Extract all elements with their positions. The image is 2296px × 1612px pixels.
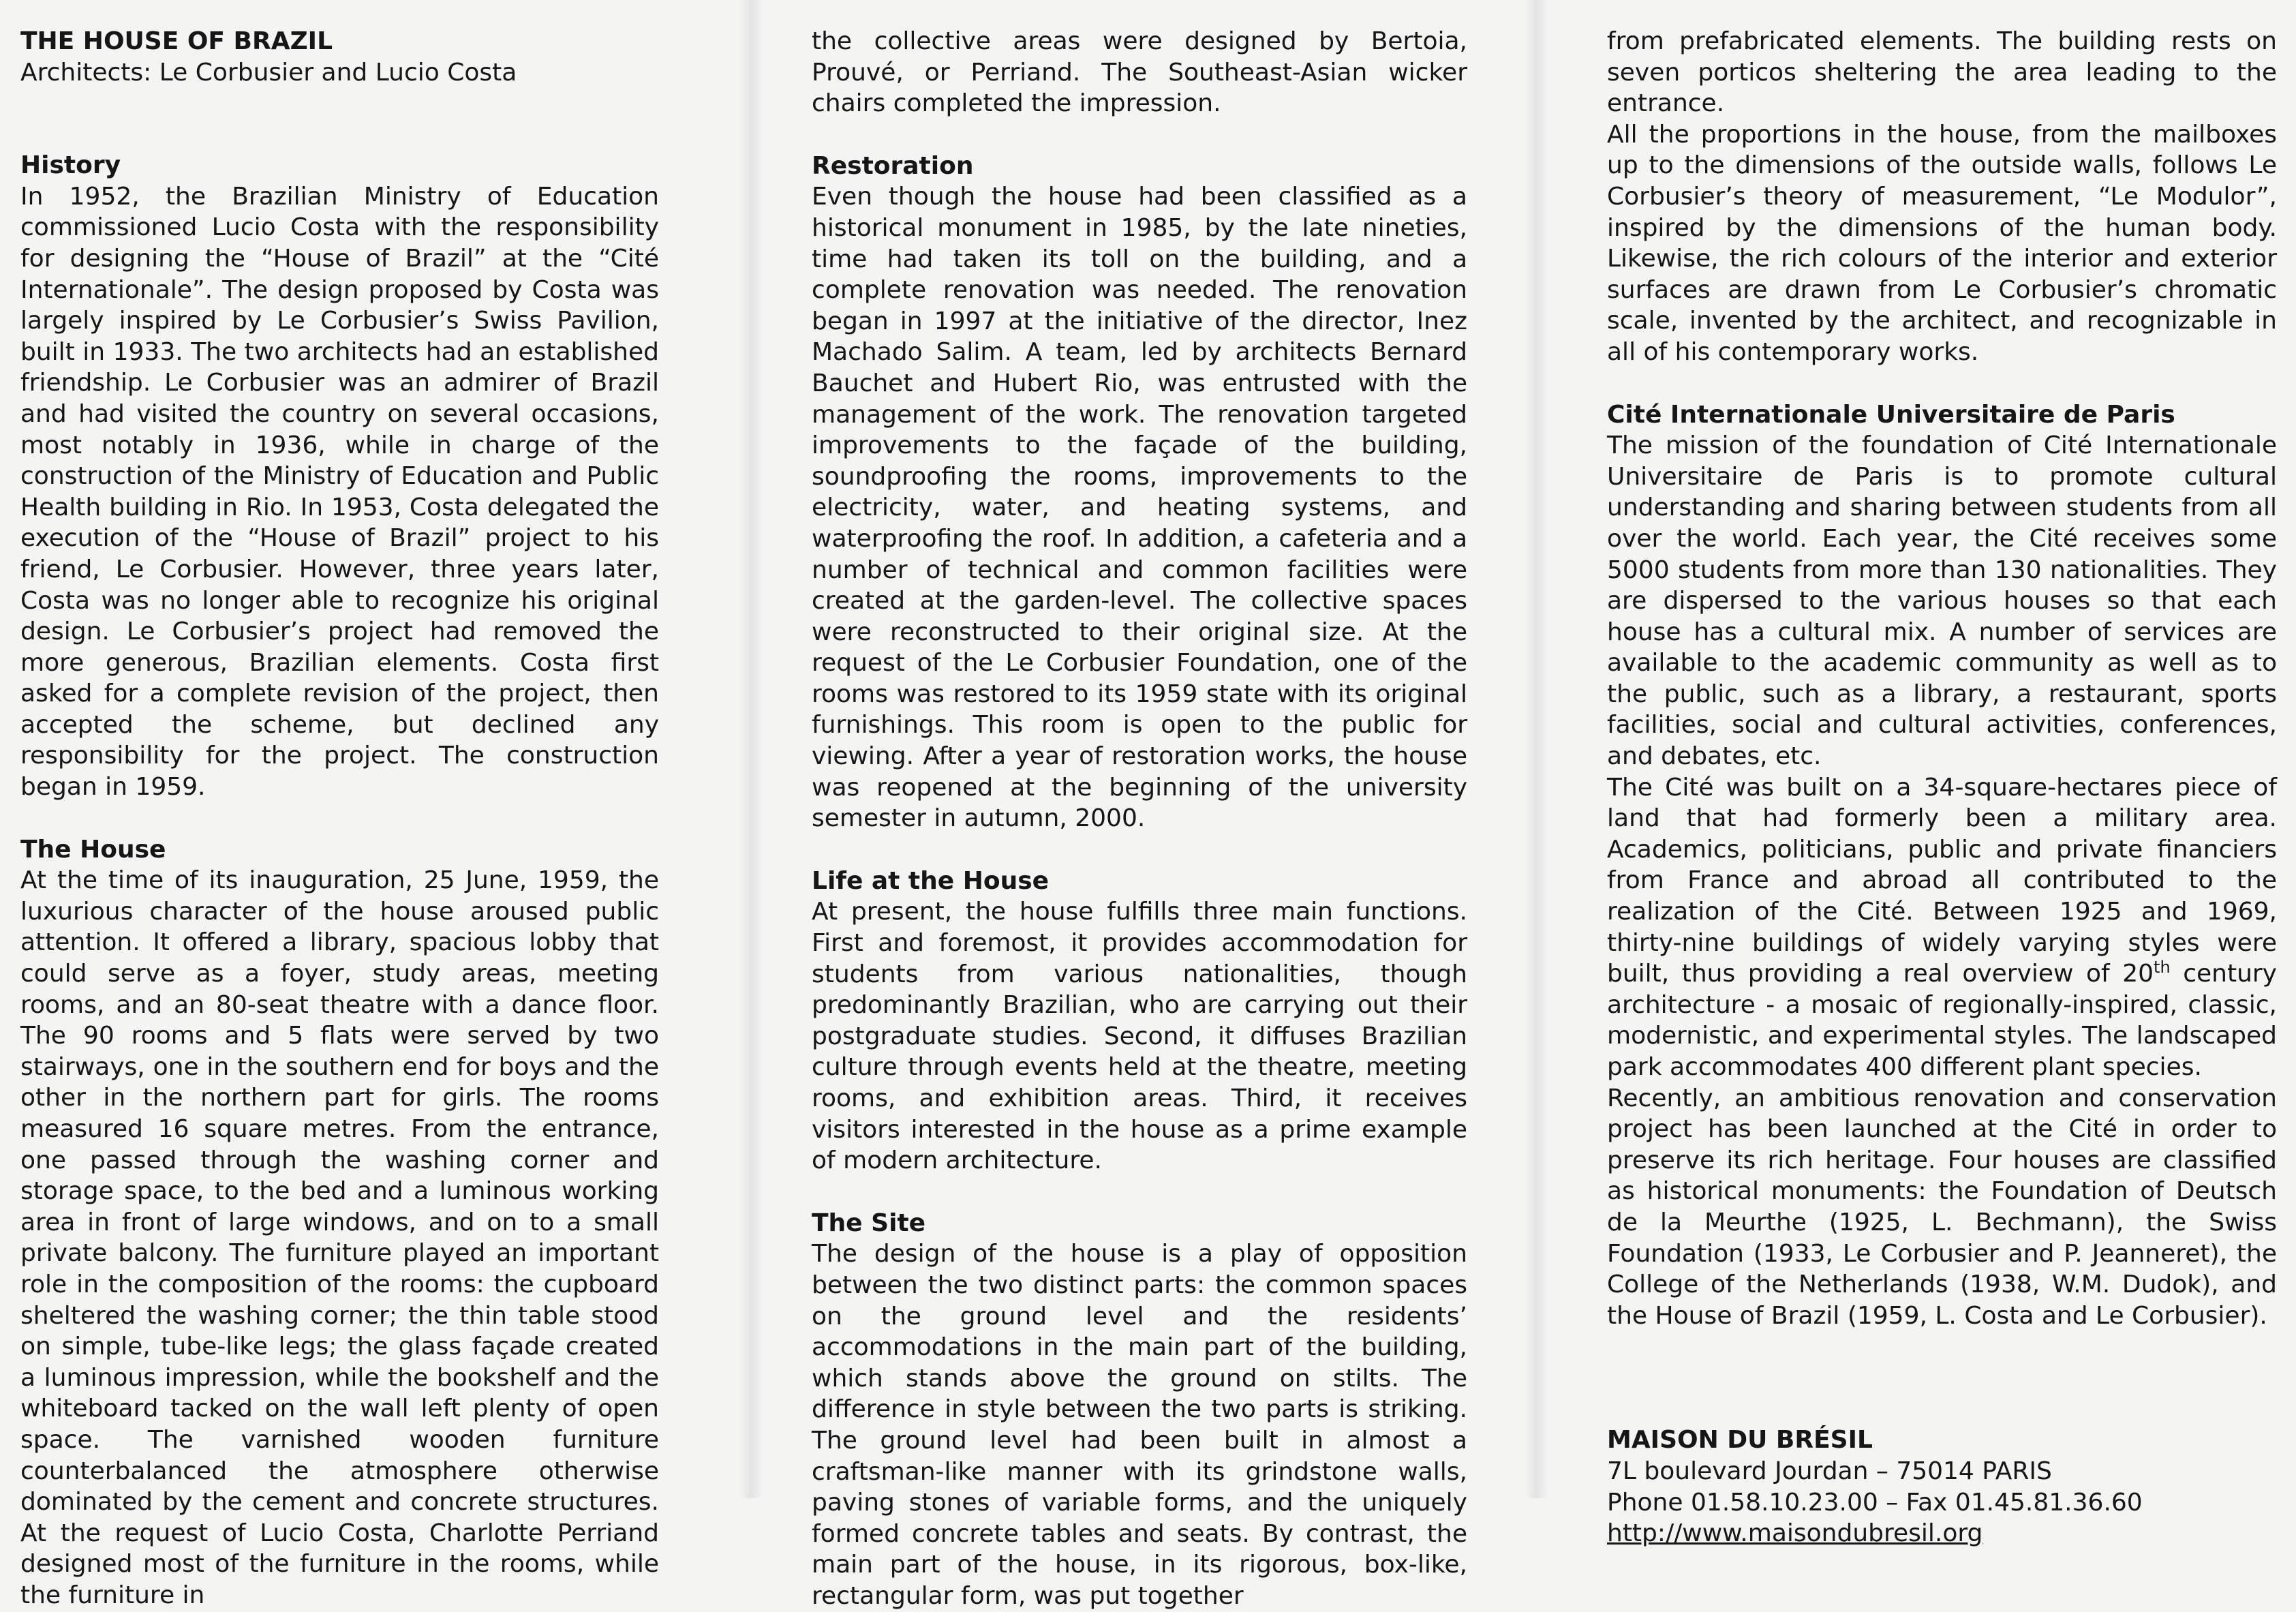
- cite-history-text: [1607, 772, 2277, 1083]
- website-link[interactable]: http://www.maisondubresil.org: [1607, 1519, 1983, 1548]
- site-continuation-text: from prefabricated elements. The building rests on seven porticos sheltering the area leading to the entrance.: [1607, 27, 2277, 118]
- life-at-the-house-heading: Life at the House: [812, 866, 1050, 895]
- spacer: [20, 88, 659, 150]
- restoration-heading: Restoration: [812, 151, 974, 180]
- proportions-text: All the proportions in the house, from the mailboxes up to the dimensions of the outside walls, follows Le Corbusier’s theory of measurement, “Le Modulor”, inspired by the dimensions of the human body. Likewise, the rich colours of the interior and exterior surfaces are drawn from Le Corbusier’s chromatic scale, invented by the architect, and recognizable in all of his contemporary works.: [1607, 120, 2277, 366]
- history-text: In 1952, the Brazilian Ministry of Education commissioned Lucio Costa with the responsibility for designing the “House of Brazil” at the “Cité Internationale”. The design proposed by Costa was largely inspired by Le Corbusier’s Swiss Pavilion, built in 1933. The two architects had an established friendship. Le Corbusier was an admirer of Brazil and had visited the country on several occasions, most notably in 1936, while in charge of the construction of the Ministry of Education and Public Health building in Rio. In 1953, Costa delegated the execution of the “House of Brazil” project to his friend, Le Corbusier. However, three years later, Costa was no longer able to recognize his original design. Le Corbusier’s project had removed the more generous, Brazilian elements. Costa first asked for a complete revision of the project, then accepted the scheme, but declined any responsibility for the project. The construction began in 1959.: [20, 182, 659, 802]
- column-right: [1607, 26, 2277, 1549]
- fold-line-left: [739, 0, 763, 1498]
- cite-mission-text: The mission of the foundation of Cité Internationale Universitaire de Paris is to promote cultural understanding and sharing between students from all over the world. Each year, the Cité receives some 5000 students from more than 130 nationalities. They are dispersed to the various houses so that each house has a cultural mix. A number of services are available to the academic community as well as to the public, such as a library, a restaurant, sports facilities, social and cultural activities, conferences, and debates, etc.: [1607, 431, 2277, 771]
- contact-address: 7L boulevard Jourdan – 75014 PARIS: [1607, 1457, 2052, 1485]
- the-site-text: The design of the house is a play of opposition between the two distinct parts: the common spaces on the ground level and the residents’ accommodations in the main part of the building, which stands above the ground on stilts. The difference in style between the two parts is striking. The ground level had been built in almost a craftsman-like manner with its grindstone walls, paving stones of variable forms, and the uniquely formed concrete tables and seats. By contrast, the main part of the house, in its rigorous, box-like, rectangular form, was put together: [812, 1240, 1467, 1610]
- life-at-the-house-text: At present, the house fulfills three main functions. First and foremost, it provides accommodation for students from various nationalities, though predominantly Brazilian, who are carrying out their postgraduate studies. Second, it diffuses Brazilian culture through events held at the theatre, meeting rooms, and exhibition areas. Third, it receives visitors interested in the house as a prime example of modern architecture.: [812, 898, 1467, 1175]
- cite-history-text-part2: century architecture - a mosaic of regionally-inspired, classic, modernistic, and experimental styles. The landscaped park accommodates 400 different plant species.: [1607, 960, 2277, 1081]
- cite-heading: Cité Internationale Universitaire de Paris: [1607, 400, 2175, 429]
- spacer: [1607, 1331, 2277, 1393]
- the-site-heading: The Site: [812, 1208, 926, 1237]
- spacer: [812, 834, 1467, 866]
- cite-renovation-text: Recently, an ambitious renovation and conservation project has been launched at the Cité in order to preserve its rich heritage. Four houses are classified as historical monuments: the Foundation of Deutsch de la Meurthe (1925, L. Bechmann), the Swiss Foundation (1933, Le Corbusier and P. Jeanneret), the College of the Netherlands (1938, W.M. Dudok), and the House of Brazil (1959, L. Costa and Le Corbusier).: [1607, 1084, 2277, 1330]
- fold-line-right: [1525, 0, 1548, 1498]
- column-left: [20, 26, 659, 1611]
- spacer: [20, 803, 659, 834]
- furniture-continuation-text: the collective areas were designed by Bertoia, Prouvé, or Perriand. The Southeast-Asian wicker chairs completed the impression.: [812, 27, 1467, 118]
- architects-line: Architects: Le Corbusier and Lucio Costa: [20, 58, 517, 87]
- spacer: [1607, 368, 2277, 399]
- ordinal-suffix: th: [2154, 958, 2171, 977]
- document-title: THE HOUSE OF BRAZIL: [20, 27, 333, 55]
- spacer: [812, 119, 1467, 151]
- contact-name: MAISON DU BRÉSIL: [1607, 1426, 1873, 1455]
- spacer: [1607, 1393, 2277, 1425]
- the-house-heading: The House: [20, 835, 166, 864]
- spacer: [812, 1176, 1467, 1208]
- column-middle: [812, 26, 1467, 1612]
- history-heading: History: [20, 151, 121, 180]
- contact-phone-fax: Phone 01.58.10.23.00 – Fax 01.45.81.36.60: [1607, 1488, 2143, 1517]
- cite-history-text-part1: The Cité was built on a 34-square-hectares piece of land that had formerly been a military area. Academics, politicians, public and private financiers from France and abroad all contributed to the realization of the Cité. Between 1925 and 1969, thirty-nine buildings of widely varying styles were built, thus providing a real overview of 20: [1607, 773, 2277, 988]
- restoration-text: Even though the house had been classified as a historical monument in 1985, by the late nineties, time had taken its toll on the building, and a complete renovation was needed. The renovation began in 1997 at the initiative of the director, Inez Machado Salim. A team, led by architects Bernard Bauchet and Hubert Rio, was entrusted with the management of the work. The renovation targeted improvements to the façade of the building, soundproofing the rooms, improvements to the electricity, water, and heating systems, and waterproofing the roof. In addition, a cafeteria and a number of technical and common facilities were created at the garden-level. The collective spaces were reconstructed to their original size. At the request of the Le Corbusier Foundation, one of the rooms was restored to its 1959 state with its original furnishings. This room is open to the public for viewing. After a year of restoration works, the house was reopened at the beginning of the university semester in autumn, 2000.: [812, 183, 1467, 833]
- the-house-text: At the time of its inauguration, 25 June, 1959, the luxurious character of the house aroused public attention. It offered a library, spacious lobby that could serve as a foyer, study areas, meeting rooms, and an 80-seat theatre with a dance floor. The 90 rooms and 5 flats were served by two stairways, one in the southern end for boys and the other in the northern part for girls. The rooms measured 16 square metres. From the entrance, one passed through the washing corner and storage space, to the bed and a luminous working area in front of large windows, and on to a small private balcony. The furniture played an important role in the composition of the rooms: the cupboard sheltered the washing corner; the thin table stood on simple, tube-like legs; the glass façade created a luminous impression, while the bookshelf and the whiteboard tacked on the wall left plenty of open space. The varnished wooden furniture counterbalanced the atmosphere otherwise dominated by the cement and concrete structures. At the request of Lucio Costa, Charlotte Perriand designed most of the furniture in the rooms, while the furniture in: [20, 866, 659, 1609]
